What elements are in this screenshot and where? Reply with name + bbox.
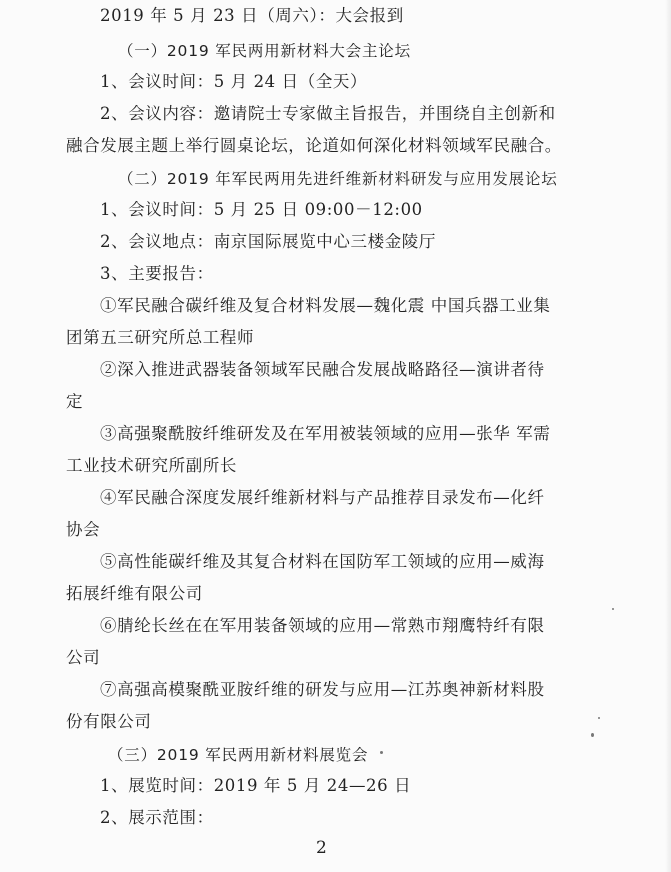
text-line: 2、会议内容：邀请院士专家做主旨报告，并围绕自主创新和	[100, 104, 556, 123]
text-line: 1、展览时间：2019 年 5 月 24—26 日	[100, 776, 412, 795]
report-item-continued: 协会	[66, 520, 101, 539]
text-line: 1、会议时间：5 月 25 日 09:00－12:00	[100, 200, 423, 219]
scan-speck	[612, 608, 614, 610]
report-item-continued: 团第五三研究所总工程师	[66, 328, 255, 347]
report-item-continued: 份有限公司	[66, 712, 152, 731]
page-number: 2	[316, 838, 327, 858]
text-line: 融合发展主题上举行圆桌论坛，论道如何深化材料领域军民融合。	[66, 136, 562, 155]
report-item: ①军民融合碳纤维及复合材料发展—魏化震 中国兵器工业集	[100, 296, 551, 315]
text-line: 2、会议地点：南京国际展览中心三楼金陵厅	[100, 232, 436, 251]
report-item-continued: 拓展纤维有限公司	[66, 584, 203, 603]
scan-speck	[598, 717, 600, 719]
scan-speck	[380, 751, 383, 754]
report-item: ⑥腈纶长丝在在军用装备领域的应用—常熟市翔鹰特纤有限	[100, 616, 545, 635]
section-heading-exhibition: （三）2019 军民两用新材料展览会	[108, 746, 369, 764]
report-item: ③高强聚酰胺纤维研发及在军用被装领域的应用—张华 军需	[100, 424, 551, 443]
report-item: ④军民融合深度发展纤维新材料与产品推荐目录发布—化纤	[100, 488, 545, 507]
section-heading-main-forum: （一）2019 军民两用新材料大会主论坛	[118, 42, 411, 60]
report-item-continued: 定	[66, 392, 84, 411]
scan-edge-shadow	[665, 0, 671, 872]
report-item: ⑦高强高模聚酰亚胺纤维的研发与应用—江苏奥神新材料股	[100, 680, 545, 699]
report-item: ②深入推进武器装备领域军民融合发展战略路径—演讲者待	[100, 360, 545, 379]
section-heading-fiber-forum: （二）2019 年军民两用先进纤维新材料研发与应用发展论坛	[118, 170, 558, 188]
scan-speck	[591, 733, 594, 737]
report-item-continued: 工业技术研究所副所长	[66, 456, 237, 475]
report-item: ⑤高性能碳纤维及其复合材料在国防军工领域的应用—威海	[100, 552, 545, 571]
text-line: 2、展示范围：	[100, 808, 214, 827]
text-line: 3、主要报告：	[100, 264, 214, 283]
text-line: 1、会议时间：5 月 24 日（全天）	[100, 72, 368, 91]
text-line-registration: 2019 年 5 月 23 日（周六）：大会报到	[100, 6, 404, 25]
report-item-continued: 公司	[66, 648, 101, 667]
